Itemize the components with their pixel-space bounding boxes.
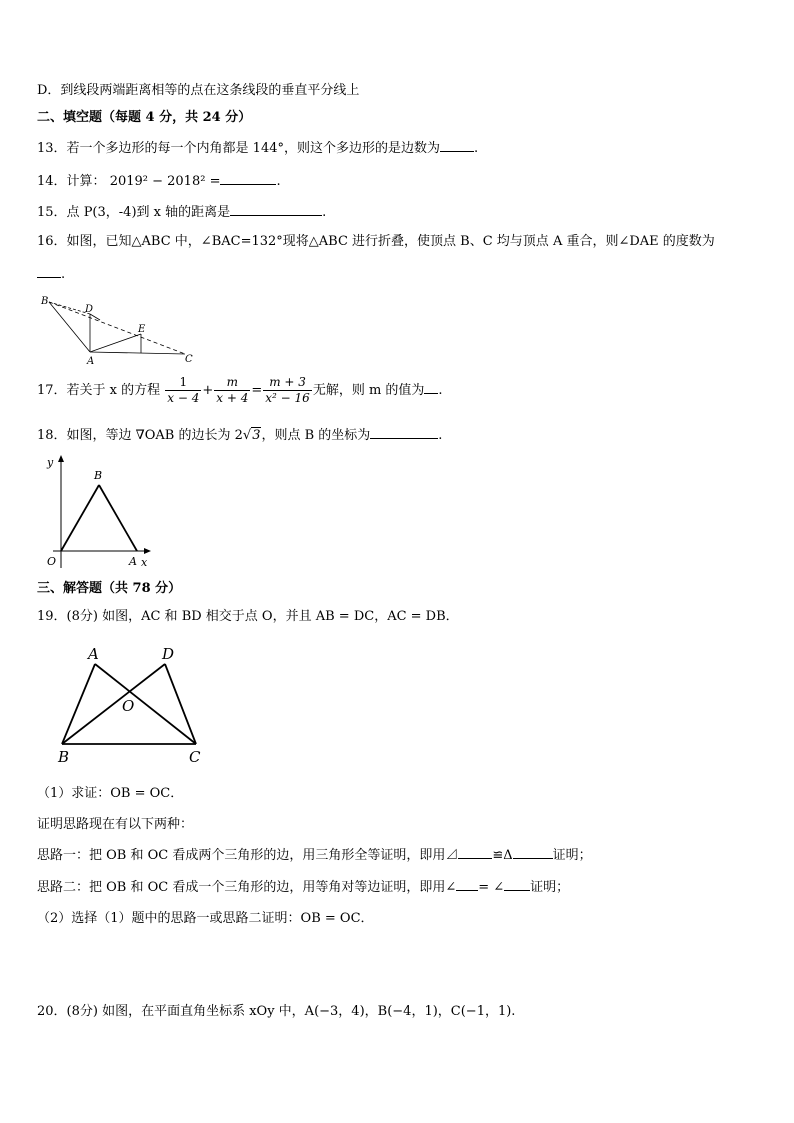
label-d: D bbox=[162, 645, 175, 663]
idea1-text: 思路一：把 OB 和 OC 看成两个三角形的边，用三角形全等证明，即用⊿ bbox=[37, 848, 459, 863]
question-14 bbox=[37, 172, 281, 191]
q14-end: . bbox=[276, 174, 281, 189]
q17-fraction-2: $\frac{m}{x + 4}$ bbox=[216, 375, 249, 405]
q13-end: . bbox=[474, 141, 479, 156]
idea2-text: 思路二：把 OB 和 OC 看成一个三角形的边，用等角对等边证明，即用∠ bbox=[37, 880, 457, 895]
section-fill-in-title: 二、填空题（每题 4 分，共 24 分） bbox=[37, 110, 252, 125]
q18-blank[interactable] bbox=[370, 426, 438, 439]
side-ob bbox=[61, 485, 99, 551]
idea1-congruent: ≌Δ bbox=[492, 848, 513, 863]
label-c: C bbox=[185, 354, 193, 365]
label-o: O bbox=[47, 555, 57, 568]
q18-end: . bbox=[438, 428, 443, 443]
label-c: C bbox=[189, 748, 201, 766]
question-19: 19．(8分) 如图，AC 和 BD 相交于点 O，并且 AB = DC，AC = DB． bbox=[37, 609, 459, 624]
idea1-end: 证明； bbox=[552, 848, 592, 863]
edge-bc-dashed bbox=[49, 302, 185, 354]
figure-19-crossed-triangles bbox=[50, 640, 220, 770]
idea2-equals: = ∠ bbox=[478, 880, 505, 895]
idea1-blank-1[interactable] bbox=[458, 846, 492, 859]
q14-text: 14．计算： bbox=[37, 174, 106, 189]
q17-plus: + bbox=[202, 383, 214, 398]
edge-ae bbox=[90, 334, 141, 352]
question-19-part-2: （2）选择（1）题中的思路一或思路二证明：OB = OC． bbox=[37, 911, 374, 926]
label-b: B bbox=[94, 469, 103, 482]
label-a: A bbox=[88, 645, 99, 663]
q17-equals: = bbox=[251, 383, 263, 398]
q17-fraction-3: $\frac{m + 3}{\text{x² − 16}}$ bbox=[265, 375, 310, 405]
edge-ac bbox=[90, 352, 185, 354]
q17-fraction-1: $\frac{1}{x - 4}$ bbox=[167, 375, 200, 405]
q17-end: . bbox=[438, 383, 443, 398]
question-16: 16．如图，已知△ABC 中，∠BAC=132°现将△ABC 进行折叠，使顶点 B、C 均与顶点 A 重合，则∠DAE 的度数为 bbox=[37, 234, 715, 249]
q17-text-2: 无解，则 m 的值为 bbox=[312, 383, 425, 398]
q18-text-2: ，则点 B 的坐标为 bbox=[261, 428, 371, 443]
label-d: D bbox=[85, 304, 94, 315]
q13-blank[interactable] bbox=[440, 139, 474, 152]
label-o: O bbox=[122, 697, 135, 715]
label-b: B bbox=[58, 748, 70, 766]
figure-18-equilateral-triangle bbox=[37, 452, 157, 574]
q16-end: . bbox=[61, 267, 66, 282]
proof-idea-2 bbox=[37, 878, 569, 897]
label-y: y bbox=[47, 456, 54, 469]
proof-ideas-intro: 证明思路现在有以下两种： bbox=[37, 817, 194, 832]
idea2-blank-1[interactable] bbox=[456, 878, 478, 891]
q13-text: 13．若一个多边形的每一个内角都是 144°，则这个多边形的是边数为 bbox=[37, 141, 440, 156]
side-ba bbox=[99, 485, 137, 551]
option-d: D．到线段两端距离相等的点在这条线段的垂直平分线上 bbox=[37, 83, 360, 98]
q16-blank[interactable] bbox=[37, 265, 61, 278]
question-13 bbox=[37, 139, 478, 158]
q15-text: 15．点 bbox=[37, 205, 80, 220]
idea2-end: 证明； bbox=[530, 880, 570, 895]
question-16-answer-line bbox=[37, 265, 65, 284]
q18-text: 18．如图，等边 ∇OAB 的边长为 2 bbox=[37, 428, 243, 443]
section-solve-title: 三、解答题（共 78 分） bbox=[37, 581, 182, 596]
q15-point: P(3，-4)到 x 轴的距离是 bbox=[83, 205, 231, 220]
idea1-blank-2[interactable] bbox=[513, 846, 553, 859]
q14-blank[interactable] bbox=[220, 172, 276, 185]
diagonal-bd bbox=[62, 664, 165, 744]
label-b: B bbox=[41, 296, 49, 307]
label-a: A bbox=[129, 555, 137, 568]
question-18 bbox=[37, 426, 442, 445]
q14-expression: 2019² − 2018² = bbox=[109, 174, 221, 189]
label-x: x bbox=[141, 556, 148, 569]
proof-idea-1 bbox=[37, 846, 592, 865]
label-a: A bbox=[87, 356, 95, 366]
q18-sqrt: √3 bbox=[242, 428, 261, 443]
question-17 bbox=[37, 372, 443, 410]
idea2-blank-2[interactable] bbox=[504, 878, 530, 891]
question-15 bbox=[37, 203, 326, 222]
figure-16-fold-triangle bbox=[37, 294, 197, 366]
question-19-part-1: （1）求证：OB = OC． bbox=[37, 786, 184, 801]
edge-bd-dashed bbox=[49, 302, 90, 314]
q15-end: . bbox=[322, 205, 327, 220]
x-axis-arrow bbox=[144, 548, 151, 554]
q17-blank[interactable] bbox=[424, 381, 438, 394]
q17-text: 17．若关于 x 的方程 bbox=[37, 383, 161, 398]
y-axis-arrow bbox=[58, 455, 64, 462]
label-e: E bbox=[138, 324, 146, 335]
question-20: 20．(8分) 如图，在平面直角坐标系 xOy 中，A(−3，4)，B(−4，1)，C(−1，1). bbox=[37, 1004, 516, 1019]
q15-blank[interactable] bbox=[230, 203, 322, 216]
